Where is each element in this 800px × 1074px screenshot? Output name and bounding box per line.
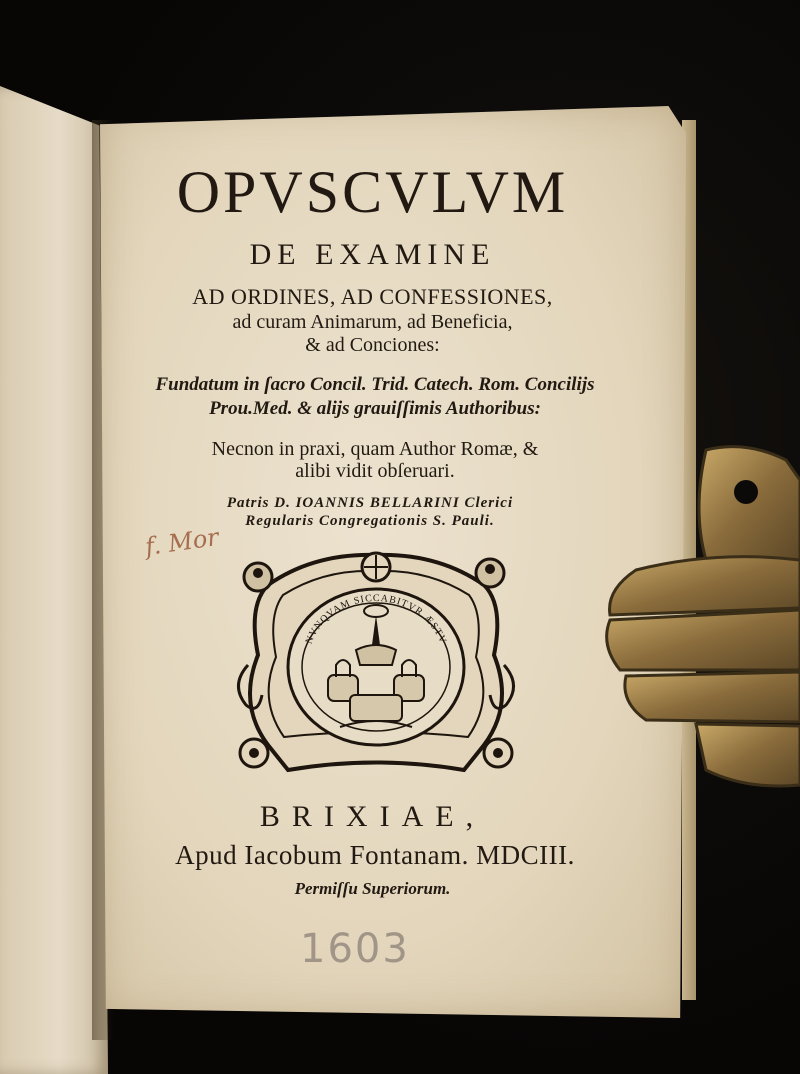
handwritten-date: 1603 bbox=[300, 926, 410, 972]
italic-line-2: Prou.Med. & alijs grauiſſimis Authoribus: bbox=[209, 398, 541, 419]
imprint-city: BRIXIAE, bbox=[259, 800, 486, 833]
title-line-1: AD ORDINES, AD CONFESSIONES, bbox=[192, 284, 553, 309]
author-line-1: Patris D. IOANNIS BELLARINI Clerici bbox=[226, 495, 514, 511]
book-title: OPVSCVLVM bbox=[176, 159, 569, 225]
handwritten-note: f. Mor bbox=[143, 523, 221, 561]
title-line-3: & ad Conciones: bbox=[305, 334, 440, 356]
italic-line-1: Fundatum in ſacro Concil. Trid. Catech. Rom. Conciliјs bbox=[155, 374, 595, 395]
title-line-2: ad curam Animarum, ad Beneficia, bbox=[232, 311, 513, 333]
necnon-line-2: alibi vidit obſeruari. bbox=[295, 460, 455, 482]
necnon-line-1: Necnon in praxi, quam Author Romæ, & bbox=[211, 438, 539, 460]
imprint-permission: Permiſſu Superiorum. bbox=[294, 879, 451, 898]
author-line-2: Regularis Congregationis S. Pauli. bbox=[245, 513, 495, 529]
brass-clasp bbox=[596, 440, 800, 800]
emblem-motto: NVNQVAM SICCABITVR ÆSTV bbox=[303, 592, 449, 646]
printer-emblem bbox=[228, 545, 524, 783]
imprint-publisher: Apud Iacobum Fontanam. MDCIII. bbox=[175, 840, 575, 870]
book-subtitle: DE EXAMINE bbox=[249, 238, 496, 271]
